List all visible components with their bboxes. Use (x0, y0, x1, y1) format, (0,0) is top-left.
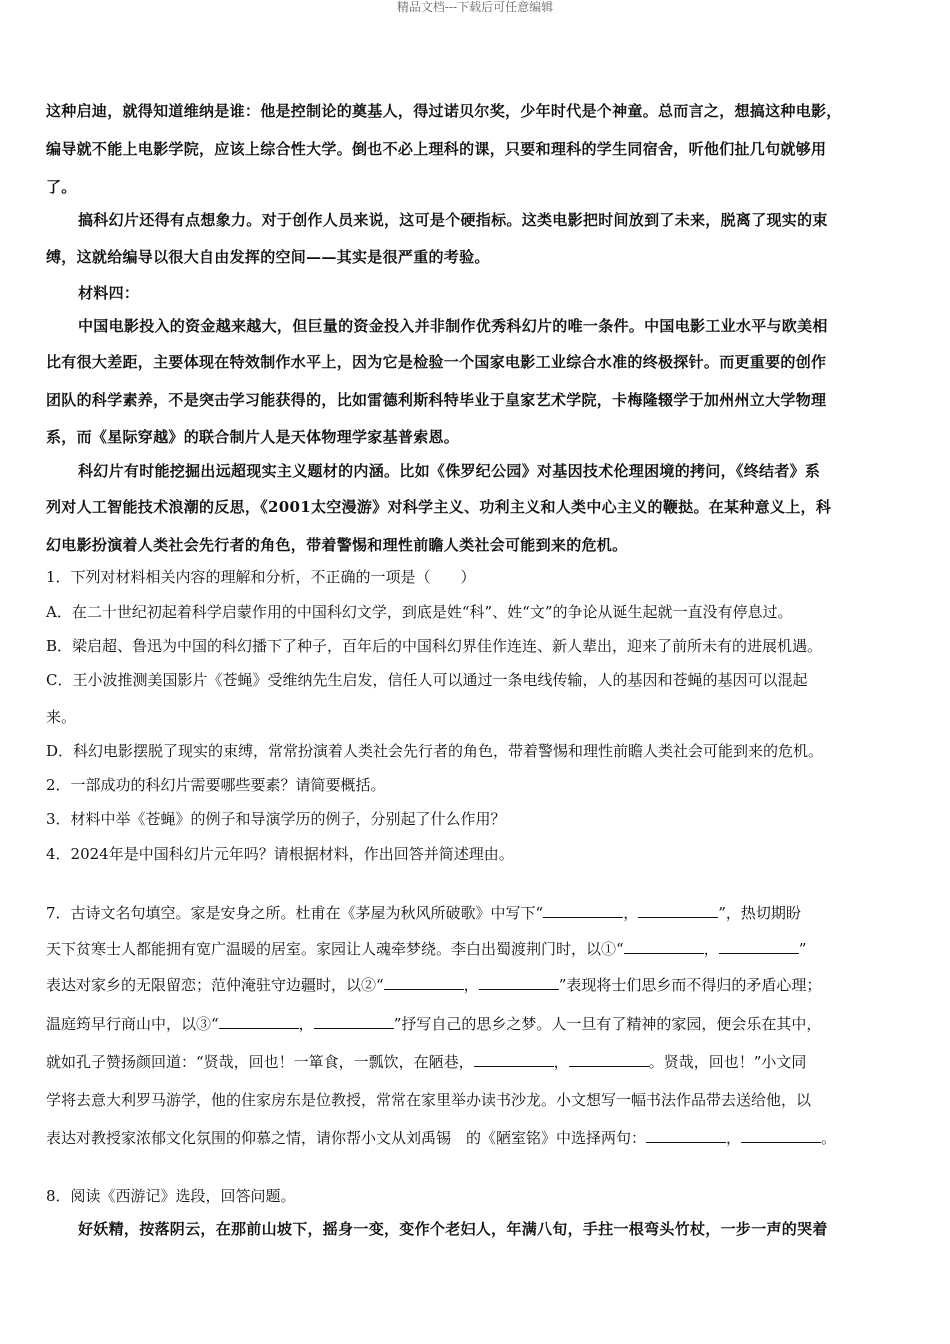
q7-line: 表达对家乡的无限留恋；范仲淹驻守边疆时，以②“ ， ”表现将士们思乡而不得归的矛盾心理； (46, 976, 822, 994)
q7-line: 天下贫寒士人都能拥有宽广温暖的居室。家园让人魂牵梦绕。李白出蜀渡荆门时，以①“ ， ” (46, 940, 807, 958)
passage-line: 编导就不能上电影学院，应该上综合性大学。倒也不必上理科的课，只要和理科的学生同宿舍，听他们扯几句就够用 (46, 140, 827, 158)
answer-blank[interactable] (719, 939, 799, 954)
q8-passage-line: 好妖精，按落阴云，在那前山坡下，摇身一变，变作个老妇人，年满八旬，手拄一根弯头竹杖，一步一声的哭着 (78, 1220, 828, 1238)
option-a: A．在二十世纪初起着科学启蒙作用的中国科幻文学，到底是姓“科”、姓“文”的争论从诞生起就一直没有停息过。 (46, 603, 793, 621)
question-1: 1．下列对材料相关内容的理解和分析，不正确的一项是（ ） (46, 568, 476, 586)
passage-line: 缚，这就给编导以很大自由发挥的空间——其实是很严重的考验。 (46, 248, 490, 266)
question-8-title: 8．阅读《西游记》选段，回答问题。 (46, 1187, 296, 1205)
q7-line: 表达对教授家浓郁文化氛围的仰慕之情，请你帮小文从刘禹锡 的《陋室铭》中选择两句： ， 。 (46, 1129, 837, 1147)
answer-blank[interactable] (219, 1014, 299, 1029)
question-3: 3．材料中举《苍蝇》的例子和导演学历的例子，分别起了什么作用？ (46, 810, 506, 828)
passage-line: 科幻片有时能挖掘出远超现实主义题材的内涵。比如《侏罗纪公园》对基因技术伦理困境的拷问，《终结者》系 (78, 462, 821, 480)
option-b: B．梁启超、鲁迅为中国的科幻播下了种子，百年后的中国科幻界佳作连连、新人辈出，迎来了前所未有的进展机遇。 (46, 637, 823, 655)
passage-line: 搞科幻片还得有点想象力。对于创作人员来说，这可是个硬指标。这类电影把时间放到了未来，脱离了现实的束 (78, 211, 828, 229)
question-2: 2．一部成功的科幻片需要哪些要素？请简要概括。 (46, 776, 386, 794)
answer-blank[interactable] (474, 1052, 554, 1067)
passage-line: 团队的科学素养，不是突击学习能获得的，比如雷德利斯科特毕业于皇家艺术学院，卡梅隆辍学于加州州立大学物理 (46, 391, 827, 409)
answer-blank[interactable] (479, 975, 559, 990)
answer-blank[interactable] (638, 903, 718, 918)
answer-blank[interactable] (624, 939, 704, 954)
passage-line: 这种启迪，就得知道维纳是谁：他是控制论的奠基人，得过诺贝尔奖，少年时代是个神童。总而言之，想搞这种电影， (46, 102, 842, 120)
passage-line: 比有很大差距，主要体现在特效制作水平上，因为它是检验一个国家电影工业综合水准的终极探针。而更重要的创作 (46, 353, 827, 371)
answer-blank[interactable] (543, 903, 623, 918)
passage-line: 幻电影扮演着人类社会先行者的角色，带着警惕和理性前瞻人类社会可能到来的危机。 (46, 536, 628, 554)
option-c: C．王小波推测美国影片《苍蝇》受维纳先生启发，信任人可以通过一条电线传输，人的基因和苍蝇的基因可以混起 (46, 671, 808, 689)
q7-line: 就如孔子赞扬颜回道：“贤哉，回也！一箪食，一瓢饮，在陋巷， ， 。贤哉，回也！”小文同 (46, 1053, 807, 1071)
question-4: 4．2024年是中国科幻片元年吗？请根据材料，作出回答并简述理由。 (46, 845, 514, 863)
q7-line: 温庭筠早行商山中，以③“ ， ”抒写自己的思乡之梦。人一旦有了精神的家园，便会乐在其中， (46, 1015, 822, 1033)
answer-blank[interactable] (314, 1014, 394, 1029)
q7-line: 7．古诗文名句填空。家是安身之所。杜甫在《茅屋为秋风所破歌》中写下“ ， ”，热切期盼 (46, 904, 801, 922)
passage-line: 中国电影投入的资金越来越大，但巨量的资金投入并非制作优秀科幻片的唯一条件。中国电影工业水平与欧美相 (78, 317, 828, 335)
answer-blank[interactable] (569, 1052, 649, 1067)
passage-line: 列对人工智能技术浪潮的反思，《2001太空漫游》对科学主义、功利主义和人类中心主义的鞭挞。在某种意义上，科 (46, 498, 832, 516)
passage-line: 了。 (46, 178, 77, 196)
option-c-cont: 来。 (46, 708, 77, 726)
q7-line: 学将去意大利罗马游学，他的住家房东是位教授，常常在家里举办读书沙龙。小文想写一幅书法作品带去送给他，以 (46, 1091, 812, 1109)
passage-line: 系，而《星际穿越》的联合制片人是天体物理学家基普索恩。 (46, 428, 460, 446)
answer-blank[interactable] (384, 975, 464, 990)
answer-blank[interactable] (646, 1128, 726, 1143)
material-four-heading: 材料四： (78, 284, 140, 302)
option-d: D．科幻电影摆脱了现实的束缚，常常扮演着人类社会先行者的角色，带着警惕和理性前瞻人类社会可能到来的危机。 (46, 742, 824, 760)
answer-blank[interactable] (741, 1128, 821, 1143)
page-header: 精品文档---下载后可任意编辑 (396, 0, 554, 14)
